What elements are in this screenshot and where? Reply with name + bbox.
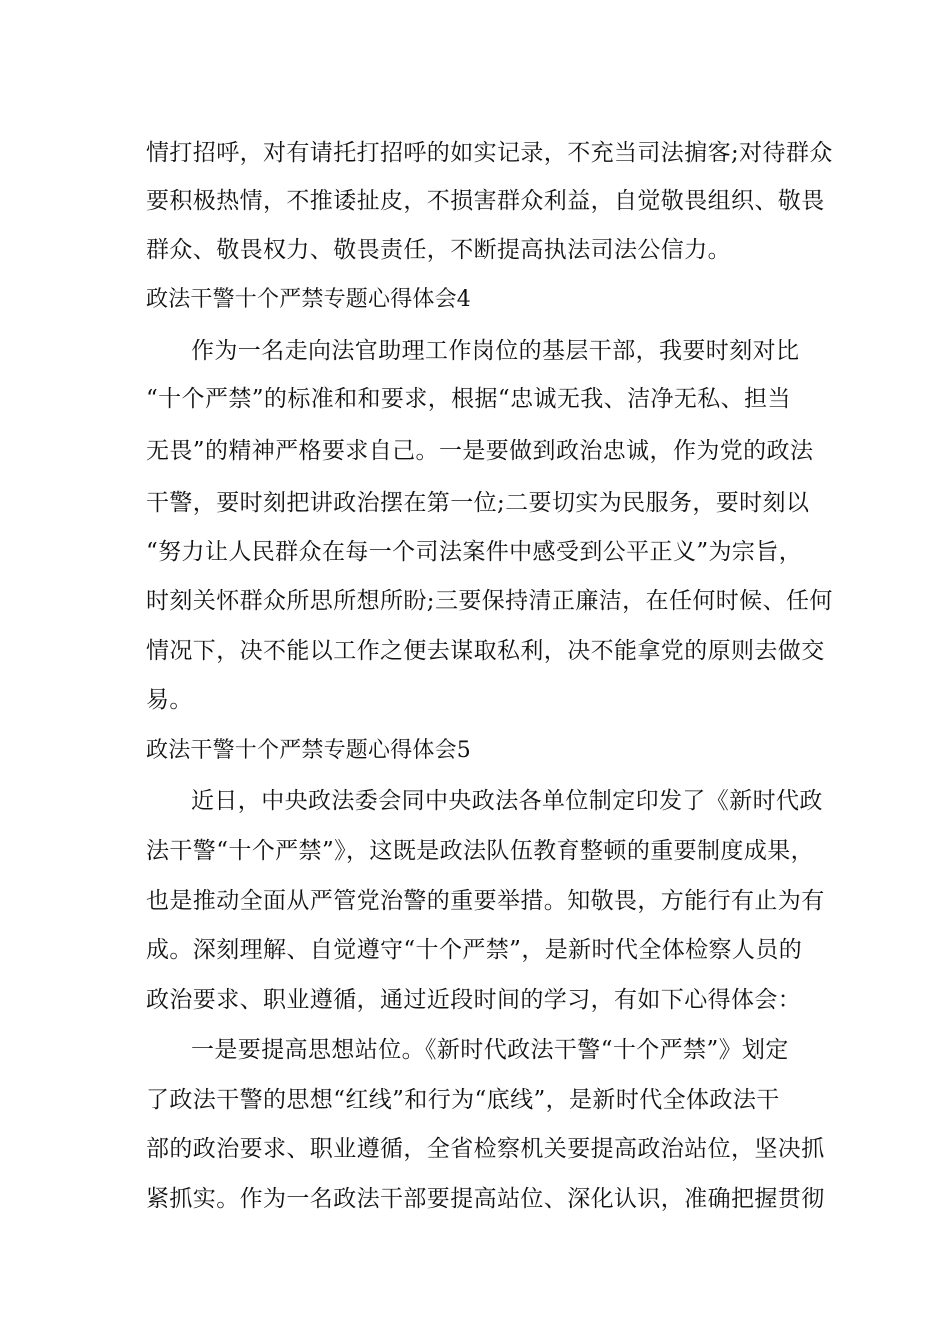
paragraph-line: 法干警“十个严禁”》，这既是政法队伍教育整顿的重要制度成果， <box>146 838 815 864</box>
paragraph-line: 一是要提高思想站位。《新时代政法干警“十个严禁”》划定 <box>191 1037 789 1063</box>
paragraph-line: 也是推动全面从严管党治警的重要举措。知敬畏，方能行有止为有 <box>146 888 825 914</box>
paragraph-line: 无畏”的精神严格要求自己。一是要做到政治忠诚，作为党的政法 <box>146 438 814 464</box>
paragraph-line: 政治要求、职业遵循，通过近段时间的学习，有如下心得体会： <box>146 987 802 1013</box>
paragraph-line: 作为一名走向法官助理工作岗位的基层干部，我要时刻对比 <box>191 338 800 364</box>
section-heading-4: 政法干警十个严禁专题心得体会4 <box>146 287 471 312</box>
paragraph-line: “努力让人民群众在每一个司法案件中感受到公平正义”为宗旨， <box>146 539 803 565</box>
paragraph-line: 部的政治要求、职业遵循，全省检察机关要提高政治站位，坚决抓 <box>146 1136 825 1162</box>
paragraph-line: “十个严禁”的标准和和要求，根据“忠诚无我、洁净无私、担当 <box>146 386 791 412</box>
paragraph-line: 干警，要时刻把讲政治摆在第一位;二要切实为民服务，要时刻以 <box>146 490 810 516</box>
paragraph-line: 情打招呼，对有请托打招呼的如实记录，不充当司法掮客;对待群众 <box>146 140 833 166</box>
paragraph-line: 了政法干警的思想“红线”和行为“底线”，是新时代全体政法干 <box>146 1087 780 1113</box>
paragraph-line: 近日，中央政法委会同中央政法各单位制定印发了《新时代政 <box>191 788 823 814</box>
paragraph-line: 要积极热情，不推诿扯皮，不损害群众利益，自觉敬畏组织、敬畏 <box>146 188 825 214</box>
paragraph-line: 时刻关怀群众所思所想所盼;三要保持清正廉洁，在任何时候、任何 <box>146 588 833 614</box>
paragraph-line: 成。深刻理解、自觉遵守“十个严禁”，是新时代全体检察人员的 <box>146 937 803 963</box>
paragraph-line: 易。 <box>146 687 193 713</box>
paragraph-line: 紧抓实。作为一名政法干部要提高站位、深化认识，准确把握贯彻 <box>146 1186 825 1212</box>
section-heading-5: 政法干警十个严禁专题心得体会5 <box>146 738 471 763</box>
paragraph-line: 群众、敬畏权力、敬畏责任，不断提高执法司法公信力。 <box>146 237 731 263</box>
paragraph-line: 情况下，决不能以工作之便去谋取私利，决不能拿党的原则去做交 <box>146 638 825 664</box>
